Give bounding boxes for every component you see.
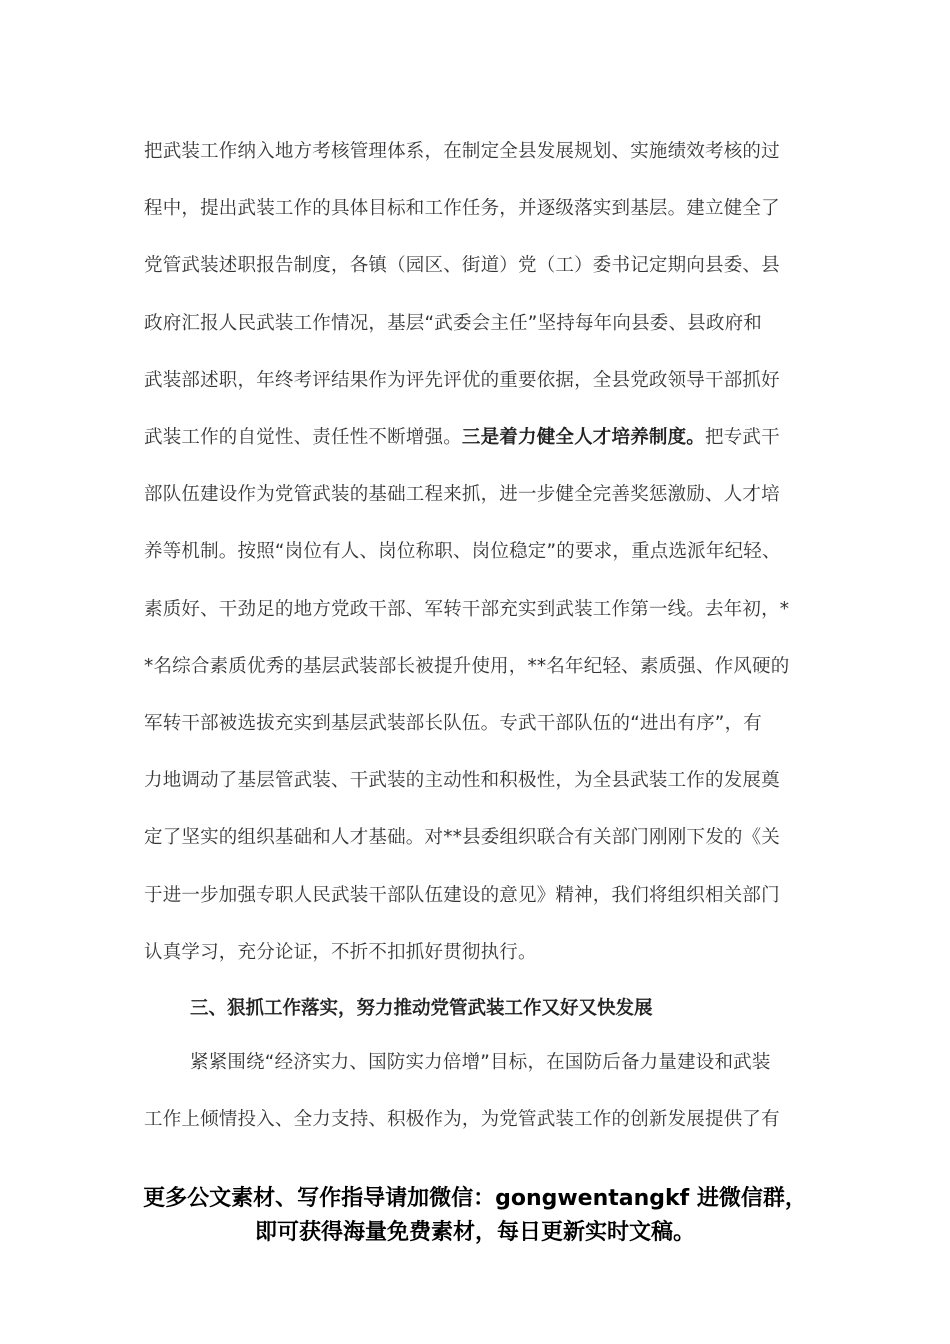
body-line-13: 定了坚实的组织基础和人才基础。对**县委组织联合有关部门刚刚下发的《关: [144, 827, 781, 848]
body-line-6-text: 武装工作的自觉性、责任性不断增强。: [144, 427, 462, 448]
bold-phrase: 三是着力健全人才培养制度。: [461, 427, 706, 448]
body-line-2: 程中，提出武装工作的具体目标和工作任务，并逐级落实到基层。建立健全了: [144, 198, 780, 219]
body-line-11: 军转干部被选拔充实到基层武装部长队伍。专武干部队伍的“进出有序”，有: [144, 713, 762, 734]
body-line-6-tail: 把专武干: [705, 427, 780, 448]
body-line-3: 党管武装述职报告制度，各镇（园区、街道）党（工）委书记定期向县委、县: [144, 255, 780, 276]
para2-line-2: 工作上倾情投入、全力支持、积极作为，为党管武装工作的创新发展提供了有: [144, 1109, 780, 1130]
para2-line-1: 紧紧围绕“经济实力、国防实力倍增”目标，在国防后备力量建设和武装: [190, 1052, 771, 1073]
body-line-6: [144, 425, 806, 451]
body-line-7: 部队伍建设作为党管武装的基础工程来抓，进一步健全完善奖惩激励、人才培: [144, 484, 780, 505]
body-line-9: 素质好、干劲足的地方党政干部、军转干部充实到武装工作第一线。去年初，*: [144, 599, 790, 620]
body-line-14: 于进一步加强专职人民武装干部队伍建设的意见》精神，我们将组织相关部门: [144, 885, 780, 906]
body-line-12: 力地调动了基层管武装、干武装的主动性和积极性，为全县武装工作的发展奠: [144, 770, 780, 791]
body-line-8: 养等机制。按照“岗位有人、岗位称职、岗位稳定”的要求，重点选派年纪轻、: [144, 541, 781, 562]
body-line-15: 认真学习，充分论证，不折不扣抓好贯彻执行。: [144, 942, 537, 963]
section-heading: 三、狠抓工作落实，努力推动党管武装工作又好又快发展: [190, 998, 653, 1019]
body-line-4: 政府汇报人民武装工作情况，基层“武委会主任”坚持每年向县委、县政府和: [144, 313, 762, 334]
footer-promo-line-1: 更多公文素材、写作指导请加微信：gongwentangkf 进微信群，: [143, 1186, 807, 1211]
body-line-1: 把武装工作纳入地方考核管理体系，在制定全县发展规划、实施绩效考核的过: [144, 141, 780, 162]
footer-promo-line-2: 即可获得海量免费素材，每日更新实时文稿。: [254, 1220, 695, 1245]
body-line-10: *名综合素质优秀的基层武装部长被提升使用，**名年纪轻、素质强、作风硬的: [144, 656, 790, 677]
body-line-5: 武装部述职，年终考评结果作为评先评优的重要依据，全县党政领导干部抓好: [144, 370, 780, 391]
